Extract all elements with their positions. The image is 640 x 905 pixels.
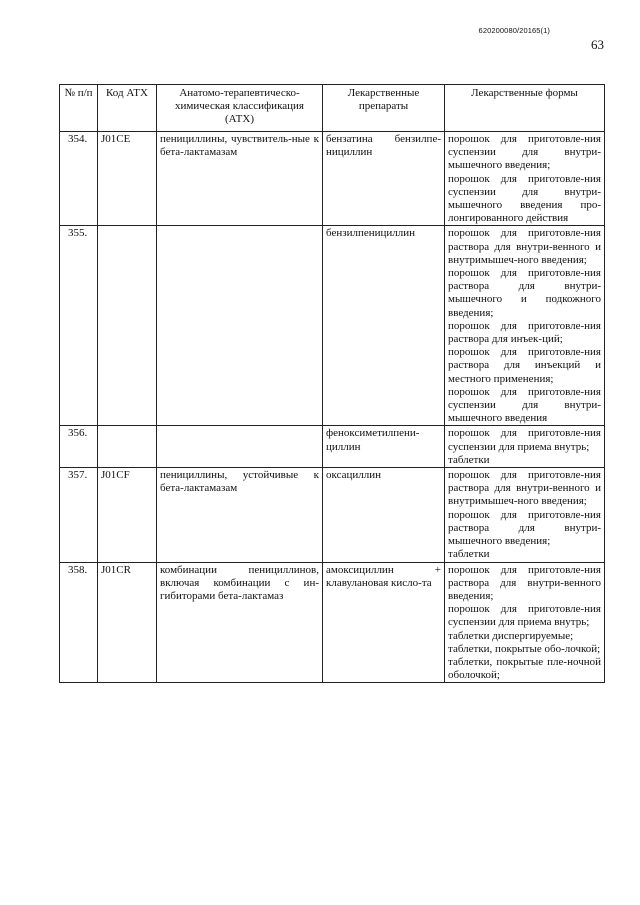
atx-classification: комбинации пенициллинов, включая комбинации с ин-гибиторами бета-лактамаз — [157, 562, 323, 683]
dosage-form-item: порошок для приготовле-ния раствора для внутри-мышечного введения; — [448, 508, 601, 548]
dosage-form-item: порошок для приготовле-ния раствора для инъек-ций; — [448, 319, 601, 346]
dosage-forms — [445, 468, 605, 562]
atx-classification — [157, 226, 323, 426]
table-row — [60, 226, 605, 426]
dosage-form-item: порошок для приготовле-ния суспензии для внутри-мышечного введения про-лонгированного действия — [448, 172, 601, 225]
dosage-form-item: таблетки, покрытые обо-лочкой; — [448, 642, 601, 655]
column-header-number: № п/п — [60, 85, 98, 132]
row-number: 356. — [60, 426, 98, 468]
drug-name: бензилпенициллин — [323, 226, 445, 426]
dosage-form-item: порошок для приготовле-ния раствора для внутри-мышечного и подкожного введения; — [448, 267, 601, 319]
dosage-form-item: порошок для приготовле-ния суспензии для приема внутрь; — [448, 603, 601, 629]
dosage-forms — [445, 226, 605, 426]
atx-code: J01CF — [98, 468, 157, 562]
drug-name: оксациллин — [323, 468, 445, 562]
dosage-form-item: порошок для приготовле-ния суспензии для внутри-мышечного введения; — [448, 133, 601, 172]
dosage-form-item: порошок для приготовле-ния раствора для внутри-венного введения; — [448, 563, 601, 602]
table-row — [60, 562, 605, 683]
table-row — [60, 426, 605, 468]
atx-code — [98, 426, 157, 468]
atx-classification: пенициллины, устойчивые к бета-лактамазам — [157, 468, 323, 562]
column-header-drugs: Лекарственные препараты — [323, 85, 445, 132]
dosage-form-item: порошок для приготовле-ния суспензии для внутри-мышечного введения — [448, 385, 601, 425]
dosage-forms — [445, 426, 605, 468]
row-number: 358. — [60, 562, 98, 683]
table-row — [60, 468, 605, 562]
drug-name: феноксиметилпени-циллин — [323, 426, 445, 468]
dosage-form-item: таблетки диспергируемые; — [448, 629, 574, 642]
row-number: 355. — [60, 226, 98, 426]
row-number: 357. — [60, 468, 98, 562]
row-number: 354. — [60, 132, 98, 226]
dosage-form-item: порошок для приготовле-ния суспензии для приема внутрь; — [448, 427, 601, 453]
dosage-form-item: порошок для приготовле-ния раствора для внутри-венного и внутримышеч-ного введения; — [448, 469, 601, 508]
page-number: 63 — [591, 37, 604, 52]
dosage-form-item: таблетки — [448, 548, 490, 561]
drug-name: амоксициллин + клавулановая кисло-та — [323, 562, 445, 683]
table-header-row — [60, 85, 605, 132]
dosage-forms — [445, 562, 605, 683]
drug-name: бензатина бензилпе-нициллин — [323, 132, 445, 226]
column-header-classification: Анатомо-терапевтическо-химическая классификация (АТХ) — [157, 85, 323, 132]
atx-drug-table — [59, 84, 605, 683]
dosage-form-item: таблетки, покрытые пле-ночной оболочкой; — [448, 655, 601, 682]
atx-code — [98, 226, 157, 426]
dosage-form-item: порошок для приготовле-ния раствора для внутри-венного и внутримышеч-ного введения; — [448, 227, 601, 266]
column-header-dosage-forms: Лекарственные формы — [445, 85, 605, 132]
dosage-form-item: таблетки — [448, 453, 490, 466]
dosage-form-item: порошок для приготовле-ния раствора для инъекций и местного применения; — [448, 346, 601, 385]
atx-code: J01CE — [98, 132, 157, 226]
dosage-forms — [445, 132, 605, 226]
atx-code: J01CR — [98, 562, 157, 683]
column-header-atx-code: Код АТХ — [98, 85, 157, 132]
atx-classification: пенициллины, чувствитель-ные к бета-лактамазам — [157, 132, 323, 226]
document-code: 620200080/20165(1) — [478, 26, 550, 35]
atx-classification — [157, 426, 323, 468]
table-row — [60, 132, 605, 226]
